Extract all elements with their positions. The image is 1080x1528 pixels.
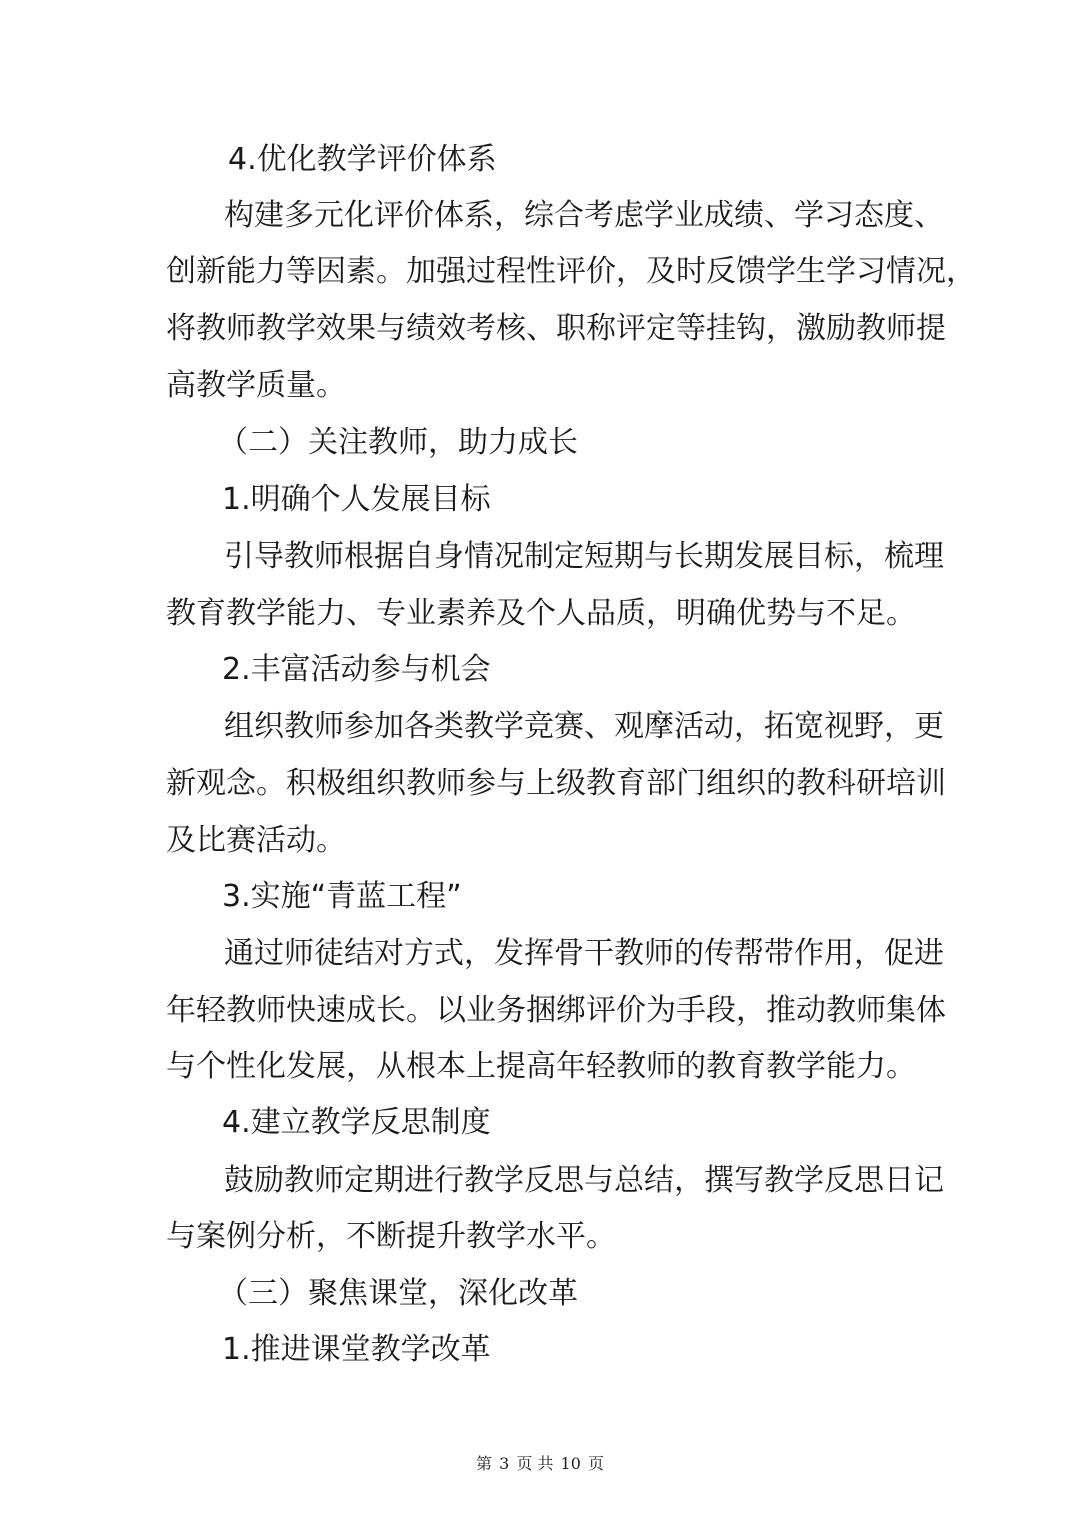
subsection-heading-reform: 1.推进课堂教学改革 [222, 1332, 491, 1367]
paragraph-line: 鼓励教师定期进行教学反思与总结，撰写教学反思日记 [224, 1163, 944, 1198]
footer-prefix: 第 [475, 1454, 492, 1473]
section-heading-teachers: （二）关注教师，助力成长 [218, 425, 578, 460]
paragraph-line: 年轻教师快速成长。以业务捆绑评价为手段，推动教师集体 [166, 993, 946, 1028]
footer-current-page: 3 [499, 1454, 510, 1473]
paragraph-line: 构建多元化评价体系，综合考虑学业成绩、学习态度、 [224, 198, 944, 233]
paragraph-line: 新观念。积极组织教师参与上级教育部门组织的教科研培训 [166, 766, 946, 801]
footer-total-pages: 10 [560, 1454, 581, 1473]
paragraph-line: 引导教师根据自身情况制定短期与长期发展目标，梳理 [224, 539, 944, 574]
subsection-heading-reflection: 4.建立教学反思制度 [222, 1105, 491, 1140]
footer-suffix: 页 [588, 1454, 605, 1473]
section-heading-eval-system: 4.优化教学评价体系 [228, 142, 497, 177]
paragraph-line: 及比赛活动。 [166, 823, 346, 858]
subsection-heading-activities: 2.丰富活动参与机会 [222, 652, 491, 687]
paragraph-line: 教育教学能力、专业素养及个人品质，明确优势与不足。 [166, 596, 916, 631]
page-footer [0, 1452, 1080, 1476]
subsection-heading-qinglan: 3.实施“青蓝工程” [222, 879, 462, 914]
paragraph-line: 与个性化发展，从根本上提高年轻教师的教育教学能力。 [166, 1049, 916, 1084]
subsection-heading-goals: 1.明确个人发展目标 [222, 482, 491, 517]
paragraph-line: 通过师徒结对方式，发挥骨干教师的传帮带作用，促进 [224, 936, 944, 971]
paragraph-line: 与案例分析，不断提升教学水平。 [166, 1219, 616, 1254]
paragraph-line: 组织教师参加各类教学竞赛、观摩活动，拓宽视野，更 [224, 709, 944, 744]
footer-middle: 页 共 [516, 1454, 554, 1473]
paragraph-line: 将教师教学效果与绩效考核、职称评定等挂钩，激励教师提 [166, 311, 946, 346]
paragraph-line: 高教学质量。 [166, 368, 346, 403]
section-heading-classroom: （三）聚焦课堂，深化改革 [218, 1276, 578, 1311]
paragraph-line: 创新能力等因素。加强过程性评价，及时反馈学生学习情况， [166, 254, 976, 289]
